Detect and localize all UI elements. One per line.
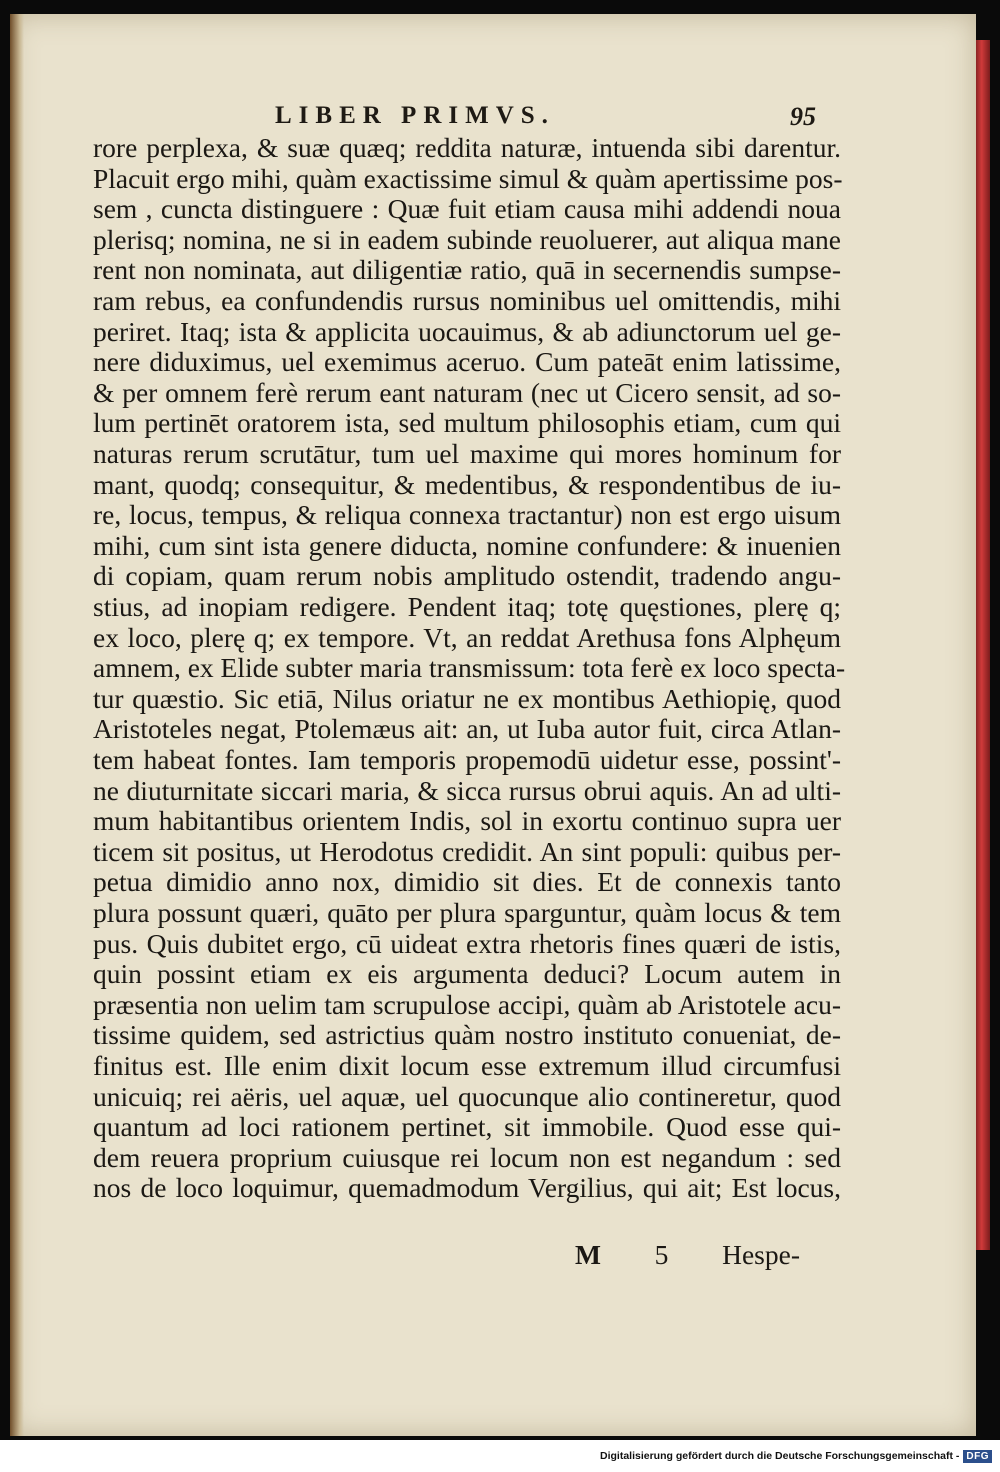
text-line: Aristoteles negat, Ptolemæus ait: an, ut Iuba autor fuit, circa Atlan- bbox=[93, 713, 841, 745]
digitization-footer bbox=[0, 1440, 1000, 1472]
text-line: & per omnem ferè rerum eant naturam (nec ut Cicero sensit, ad so- bbox=[93, 376, 841, 408]
text-line: nere diduximus, uel exemimus aceruo. Cum pateāt enim latissime, bbox=[93, 346, 841, 378]
text-line: ticem sit positus, ut Herodotus credidit. An sint populi: quibus per- bbox=[93, 835, 841, 867]
text-line: pus. Quis dubitet ergo, cū uideat extra rhetoris fines quæri de istis, bbox=[93, 927, 841, 959]
text-line: nos de loco loquimur, quemadmodum Vergilius, qui ait; Est locus, bbox=[93, 1172, 841, 1204]
text-line: quin possint etiam ex eis argumenta deduci? Locum autem in bbox=[93, 958, 841, 990]
text-line: tem habeat fontes. Iam temporis propemodū uidetur esse, possint'- bbox=[93, 744, 841, 775]
book-page bbox=[10, 14, 976, 1436]
text-line: ne diuturnitate siccari maria, & sicca rursus obrui aquis. An ad ulti- bbox=[93, 774, 841, 806]
text-line: petua dimidio anno nox, dimidio sit dies. Et de connexis tanto bbox=[93, 866, 841, 898]
text-line: quantum ad loci rationem pertinet, sit immobile. Quod esse qui- bbox=[93, 1111, 841, 1143]
body-text bbox=[10, 14, 976, 1436]
text-line: re, locus, tempus, & reliqua connexa tractantur) non est ergo uisum bbox=[93, 499, 841, 531]
running-head: LIBER PRIMVS. bbox=[275, 102, 555, 129]
text-line: ram rebus, ea confundendis rursus nominibus uel omittendis, mihi bbox=[93, 285, 841, 316]
dfg-logo: DFG bbox=[963, 1450, 992, 1463]
signature-number: 5 bbox=[654, 1239, 669, 1270]
text-line: unicuiq; rei aëris, uel aquæ, uel quocunque alio contineretur, quod bbox=[93, 1080, 841, 1112]
footer-credit: Digitalisierung gefördert durch die Deutsche Forschungsgemeinschaft - bbox=[600, 1450, 960, 1462]
text-line: di copiam, quam rerum nobis amplitudo ostendit, tradendo angu- bbox=[93, 560, 841, 592]
catchword: Hespe- bbox=[722, 1239, 800, 1270]
text-line: naturas rerum scrutātur, tum uel maxime qui mores hominum for bbox=[93, 438, 841, 469]
text-line: mihi, cum sint ista genere diducta, nomine confundere: & inuenien bbox=[93, 529, 841, 561]
text-line: plerisq; nomina, ne si in eadem subinde reuoluerer, aut aliqua mane bbox=[93, 223, 841, 255]
text-line: rore perplexa, & suæ quæq; reddita naturæ, intuenda sibi darentur. bbox=[93, 132, 841, 163]
text-line: tissime quidem, sed astrictius quàm nostro instituto conueniat, de- bbox=[93, 1019, 841, 1051]
signature-mark: M bbox=[575, 1239, 601, 1270]
text-line: finitus est. Ille enim dixit locum esse extremum illud circumfusi bbox=[93, 1050, 841, 1081]
text-line: stius, ad inopiam redigere. Pendent itaq; totę quęstiones, plerę q; bbox=[93, 591, 841, 622]
text-line: præsentia non uelim tam scrupulose accipi, quàm ab Aristotele acu- bbox=[93, 988, 841, 1020]
text-line: periret. Itaq; ista & applicita uocauimus, & ab adiunctorum uel ge- bbox=[93, 315, 841, 347]
text-line: sem , cuncta distinguere : Quæ fuit etiam causa mihi addendi noua bbox=[93, 193, 841, 225]
text-line: amnem, ex Elide subter maria transmissum: tota ferè ex loco specta- bbox=[93, 652, 846, 684]
text-line: Placuit ergo mihi, quàm exactissime simul & quàm apertissime pos- bbox=[93, 162, 843, 194]
text-line: rent non nominata, aut diligentiæ ratio, quā in secernendis sumpse- bbox=[93, 254, 841, 286]
bookmark-ribbon bbox=[976, 40, 990, 1250]
text-line: ex loco, plerę q; ex tempore. Vt, an reddat Arethusa fons Alphęum bbox=[93, 621, 841, 653]
text-line: tur quæstio. Sic etiā, Nilus oriatur ne ex montibus Aethiopię, quod bbox=[93, 682, 841, 714]
text-line: mum habitantibus orientem Indis, sol in exortu continuo supra uer bbox=[93, 805, 841, 837]
text-line: plura possunt quæri, quāto per plura sparguntur, quàm locus & tem bbox=[93, 897, 841, 928]
page-number: 95 bbox=[790, 102, 816, 131]
text-line: dem reuera proprium cuiusque rei locum non est negandum : sed bbox=[93, 1141, 841, 1173]
text-line: lum pertinēt oratorem ista, sed multum philosophis etiam, cum qui bbox=[93, 407, 841, 439]
text-line: mant, quodq; consequitur, & medentibus, & respondentibus de iu- bbox=[93, 468, 841, 500]
catchword-line bbox=[575, 1239, 800, 1271]
